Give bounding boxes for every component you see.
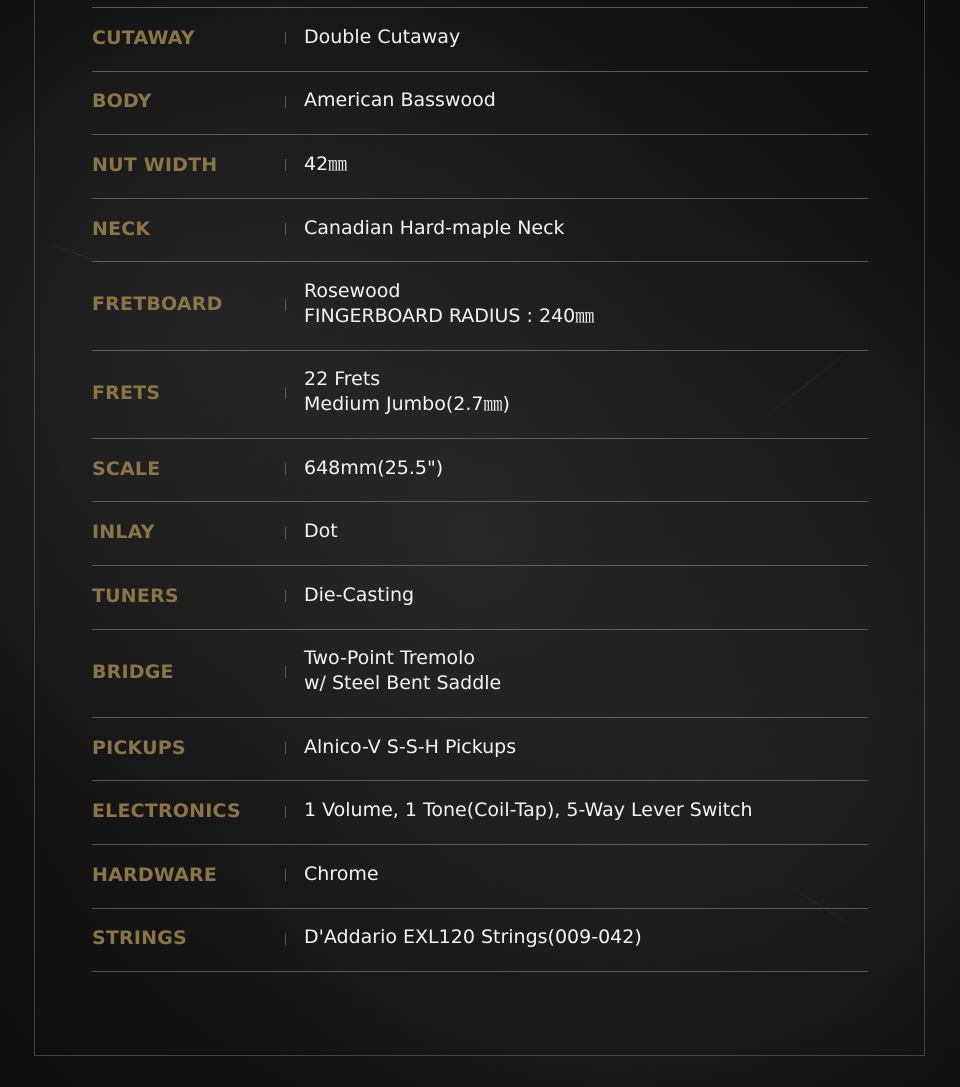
spec-row	[92, 781, 868, 845]
spec-value	[304, 735, 868, 764]
spec-value-line: 648mm(25.5")	[304, 456, 444, 479]
spec-value	[304, 583, 868, 612]
spec-value-line: American Basswood	[304, 89, 496, 112]
spec-row	[92, 135, 868, 199]
spec-value-line: w/ Steel Bent Saddle	[304, 672, 502, 695]
spec-label: STRINGS	[92, 927, 187, 950]
spec-value-line: Canadian Hard-maple Neck	[304, 216, 565, 239]
separator-tick	[282, 199, 304, 262]
spec-label: PICKUPS	[92, 736, 186, 759]
spec-label: NUT WIDTH	[92, 153, 218, 176]
spec-label: BODY	[92, 90, 152, 113]
spec-value-line: Chrome	[304, 862, 379, 885]
spec-value-line: Medium Jumbo(2.7㎜)	[304, 393, 510, 416]
spec-label: HARDWARE	[92, 863, 218, 886]
spec-value	[304, 367, 868, 421]
separator-tick	[282, 909, 304, 972]
spec-value-line: 1 Volume, 1 Tone(Coil-Tap), 5-Way Lever Switch	[304, 799, 753, 822]
spec-value	[304, 646, 868, 700]
spec-row	[92, 439, 868, 503]
spec-value	[304, 519, 868, 548]
spec-value	[304, 798, 868, 827]
separator-tick	[282, 845, 304, 908]
spec-value	[304, 152, 868, 181]
spec-label: FRETBOARD	[92, 293, 223, 316]
separator-tick	[282, 439, 304, 502]
spec-row	[92, 502, 868, 566]
separator-tick	[282, 8, 304, 71]
separator-tick	[282, 135, 304, 198]
spec-value-line: Alnico-V S-S-H Pickups	[304, 735, 517, 758]
separator-tick	[282, 781, 304, 844]
spec-value	[304, 862, 868, 891]
spec-row	[92, 351, 868, 439]
spec-value	[304, 25, 868, 54]
spec-value-line: Dot	[304, 520, 338, 543]
spec-label: INLAY	[92, 521, 155, 544]
spec-label: TUNERS	[92, 584, 179, 607]
spec-value-line: Die-Casting	[304, 583, 415, 606]
spec-value-line: FINGERBOARD RADIUS : 240㎜	[304, 304, 595, 327]
separator-tick	[282, 502, 304, 565]
spec-row	[92, 8, 868, 72]
spec-value-line: Double Cutaway	[304, 25, 461, 48]
spec-row	[92, 718, 868, 782]
spec-row	[92, 845, 868, 909]
separator-tick	[282, 566, 304, 629]
spec-value-line: Rosewood	[304, 279, 401, 302]
separator-tick	[282, 630, 304, 717]
spec-value	[304, 279, 868, 333]
spec-row	[92, 909, 868, 973]
spec-table	[92, 7, 868, 972]
separator-tick	[282, 351, 304, 438]
spec-value-line: 22 Frets	[304, 368, 381, 391]
spec-value	[304, 216, 868, 245]
spec-value	[304, 925, 868, 954]
spec-row	[92, 566, 868, 630]
spec-label: NECK	[92, 217, 151, 240]
spec-row	[92, 199, 868, 263]
separator-tick	[282, 718, 304, 781]
spec-label: CUTAWAY	[92, 26, 195, 49]
spec-label: FRETS	[92, 381, 161, 404]
separator-tick	[282, 262, 304, 349]
spec-value	[304, 88, 868, 117]
spec-row	[92, 262, 868, 350]
spec-value-line: Two-Point Tremolo	[304, 647, 475, 670]
spec-label: BRIDGE	[92, 660, 174, 683]
spec-row	[92, 630, 868, 718]
spec-label: SCALE	[92, 457, 161, 480]
separator-tick	[282, 72, 304, 135]
spec-row	[92, 72, 868, 136]
spec-value-line: 42㎜	[304, 152, 348, 175]
spec-value	[304, 456, 868, 485]
spec-value-line: D'Addario EXL120 Strings(009-042)	[304, 926, 642, 949]
spec-label: ELECTRONICS	[92, 800, 241, 823]
